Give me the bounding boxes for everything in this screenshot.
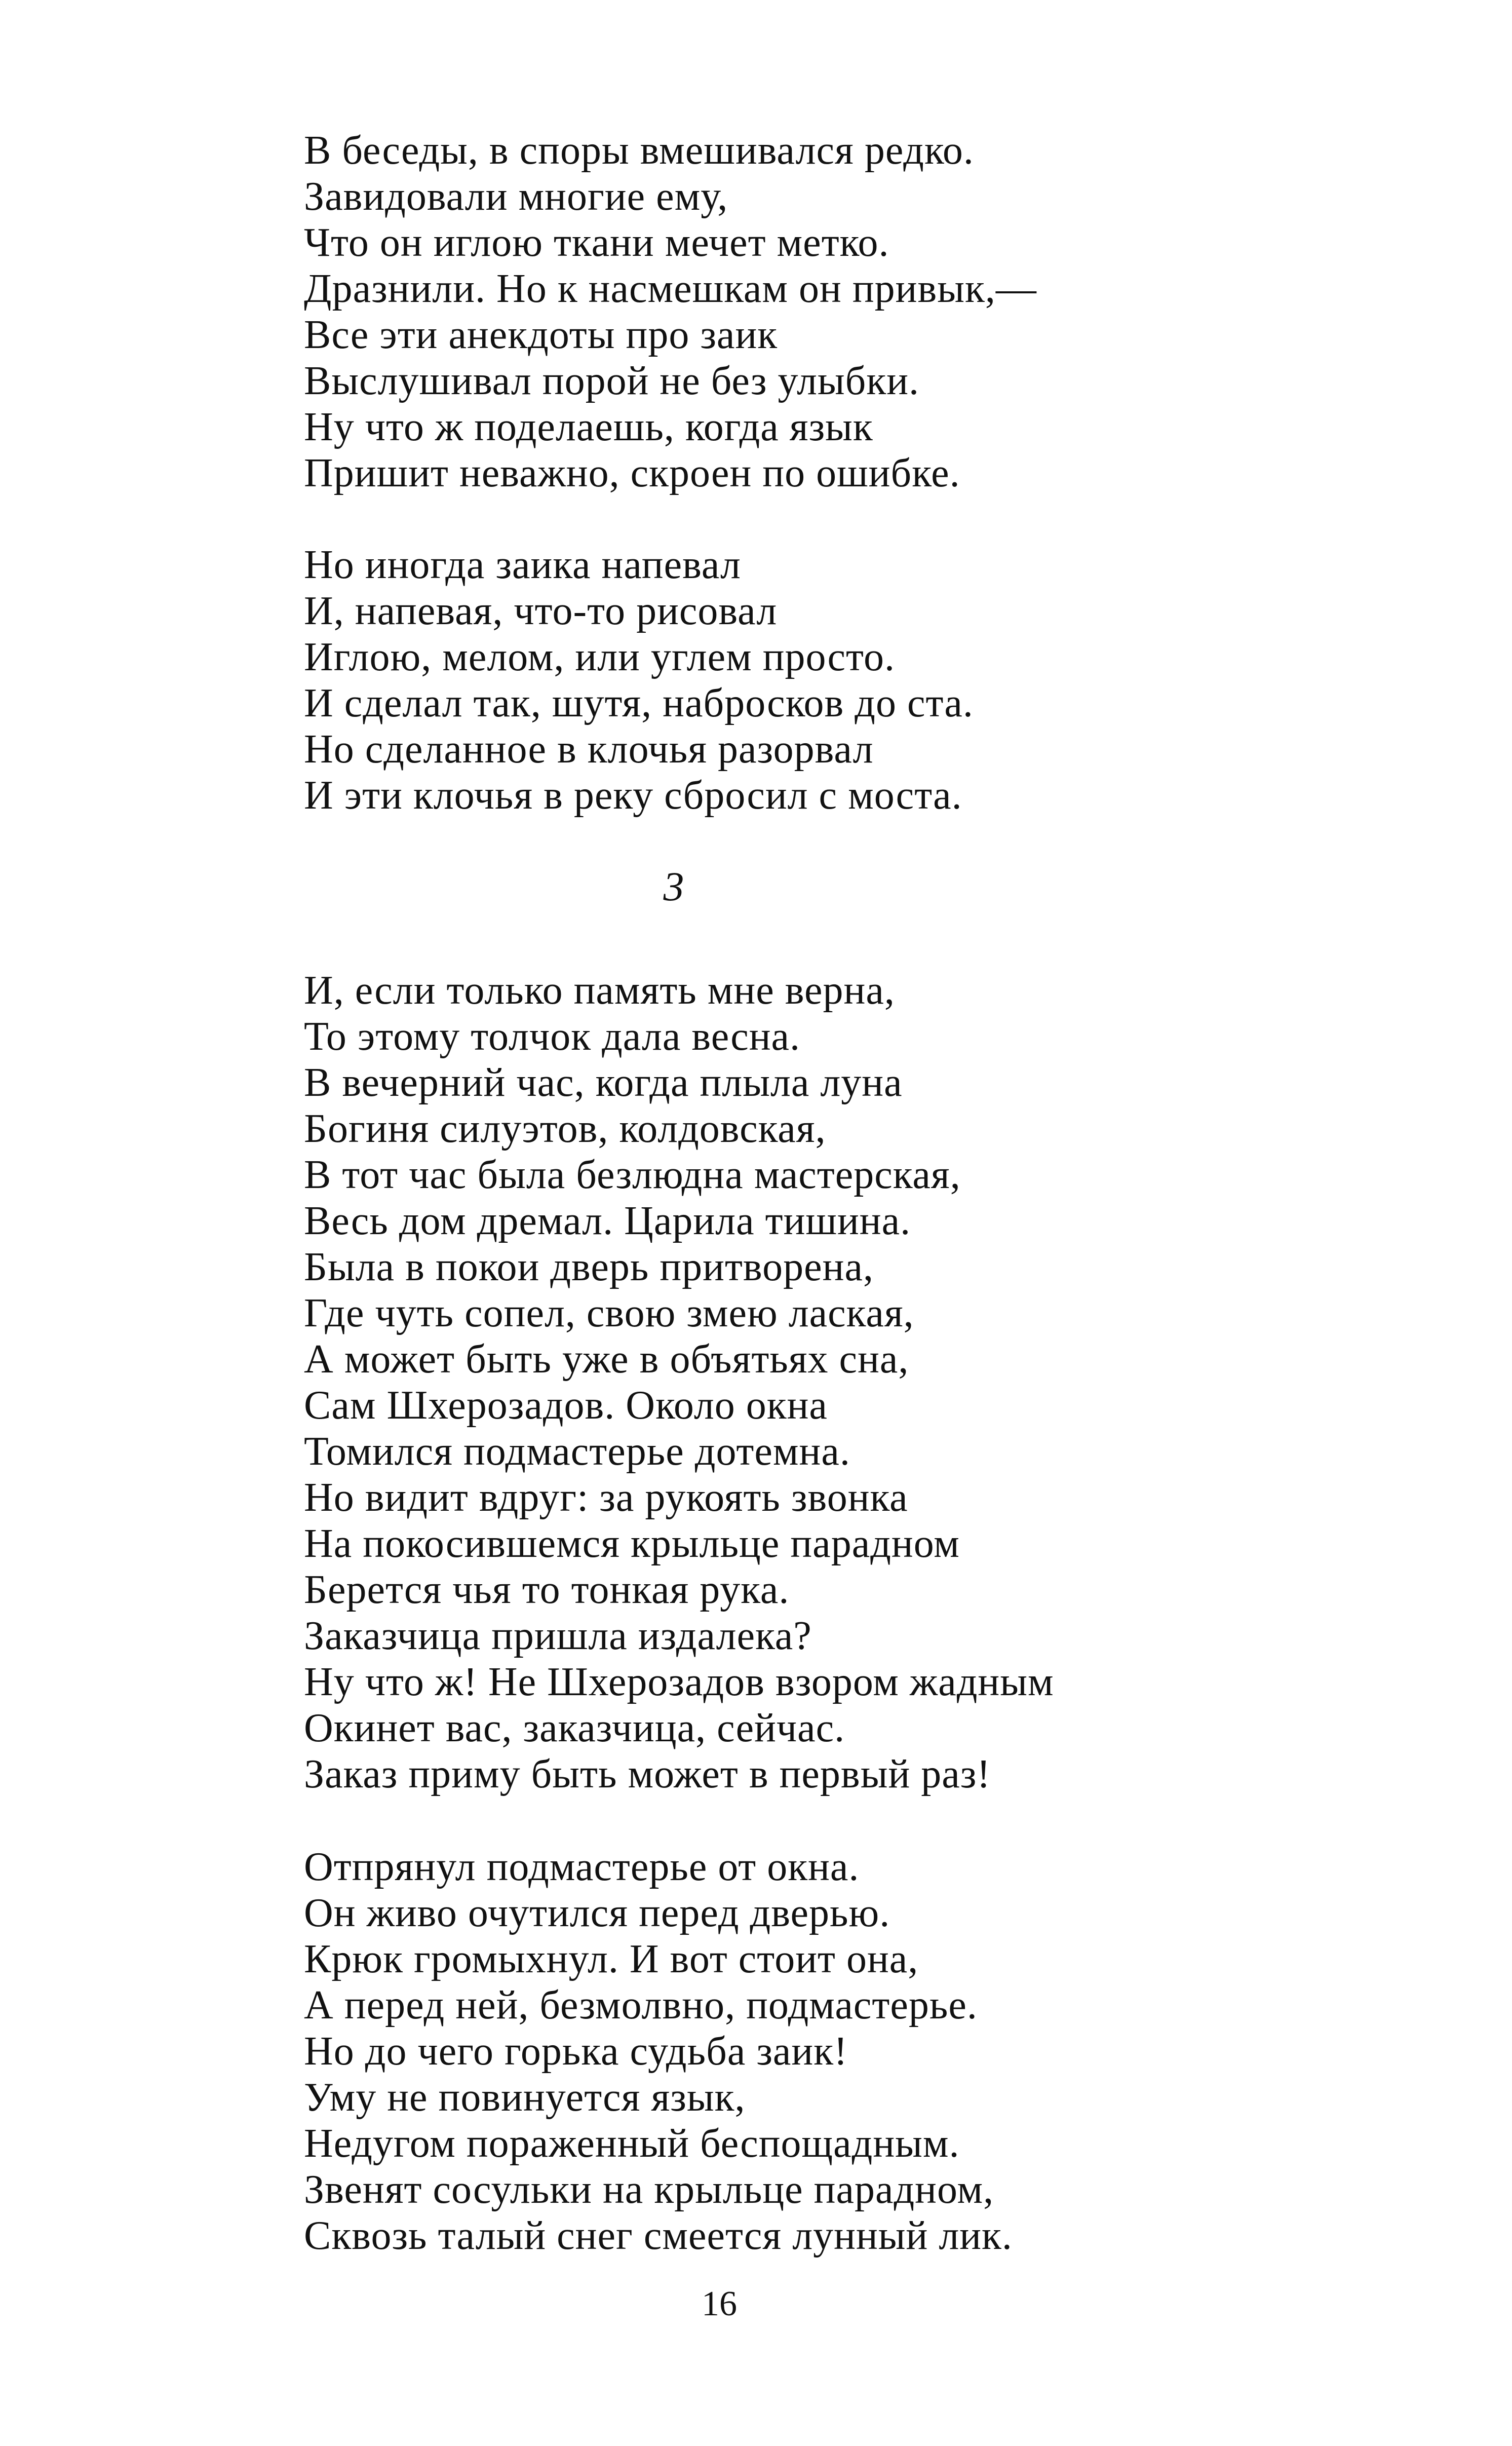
stanza-2 (304, 542, 1317, 819)
verse-line: Крюк громыхнул. И вот стоит она, (304, 1937, 919, 1981)
verse-line: В беседы, в споры вмешивался редко. (304, 128, 974, 173)
verse-line: Сквозь талый снег смеется лунный лик. (304, 2213, 1013, 2258)
section-number: 3 (663, 863, 684, 909)
verse-line: Завидовали многие ему, (304, 174, 728, 219)
verse-line: Но сделанное в клочья разорвал (304, 727, 874, 772)
verse-line: Весь дом дремал. Царила тишина. (304, 1199, 911, 1243)
verse-line: Сам Шхерозадов. Около окна (304, 1383, 828, 1428)
verse-line: И, напевая, что-то рисовал (304, 589, 778, 633)
verse-line: А перед ней, безмолвно, подмастерье. (304, 1983, 978, 2028)
verse-line: Отпрянул подмастерье от окна. (304, 1845, 860, 1889)
verse-line: А может быть уже в объятьях сна, (304, 1337, 909, 1382)
verse-line: Ну что ж поделаешь, когда язык (304, 405, 873, 449)
verse-line: Заказ приму быть может в первый раз! (304, 1752, 991, 1797)
verse-line: Заказчица пришла издалека? (304, 1614, 812, 1658)
verse-line: Окинет вас, заказчица, сейчас. (304, 1706, 845, 1750)
verse-line: Но видит вдруг: за рукоять звонка (304, 1475, 908, 1520)
verse-line: Иглою, мелом, или углем просто. (304, 635, 895, 679)
verse-line: То этому толчок дала весна. (304, 1014, 801, 1059)
verse-line: Недугом пораженный беспощадным. (304, 2121, 960, 2166)
verse-line: Он живо очутился перед дверью. (304, 1891, 890, 1935)
verse-line: Выслушивал порой не без улыбки. (304, 359, 920, 403)
verse-line: Томился подмастерье дотемна. (304, 1429, 850, 1474)
verse-line: Где чуть сопел, свою змею лаская, (304, 1291, 914, 1335)
stanza-1 (304, 128, 1317, 496)
verse-line: Была в покои дверь притворена, (304, 1245, 874, 1289)
verse-line: Звенят сосульки на крыльце парадном, (304, 2167, 994, 2212)
verse-line: Берется чья то тонкая рука. (304, 1568, 790, 1612)
stanza-4 (304, 1844, 1317, 2259)
page-number: 16 (702, 2284, 737, 2323)
verse-line: В тот час была безлюдна мастерская, (304, 1153, 961, 1197)
verse-line: И эти клочья в реку сбросил с моста. (304, 773, 962, 818)
stanza-3 (304, 968, 1317, 1798)
verse-line: Но иногда заика напевал (304, 543, 741, 587)
verse-line: И, если только память мне верна, (304, 968, 895, 1013)
verse-line: Все эти анекдоты про заик (304, 313, 778, 357)
verse-line: И сделал так, шутя, набросков до ста. (304, 681, 974, 725)
verse-line: Но до чего горька судьба заик! (304, 2029, 848, 2074)
verse-line: На покосившемся крыльце парадном (304, 1521, 960, 1566)
verse-line: Богиня силуэтов, колдовская, (304, 1106, 826, 1151)
verse-line: Что он иглою ткани мечет метко. (304, 220, 889, 265)
verse-line: В вечерний час, когда плыла луна (304, 1060, 903, 1105)
verse-line: Пришит неважно, скроен по ошибке. (304, 451, 960, 495)
verse-line: Ну что ж! Не Шхерозадов взором жадным (304, 1660, 1054, 1704)
verse-line: Уму не повинуется язык, (304, 2075, 746, 2120)
verse-line: Дразнили. Но к насмешкам он привык,— (304, 266, 1037, 311)
